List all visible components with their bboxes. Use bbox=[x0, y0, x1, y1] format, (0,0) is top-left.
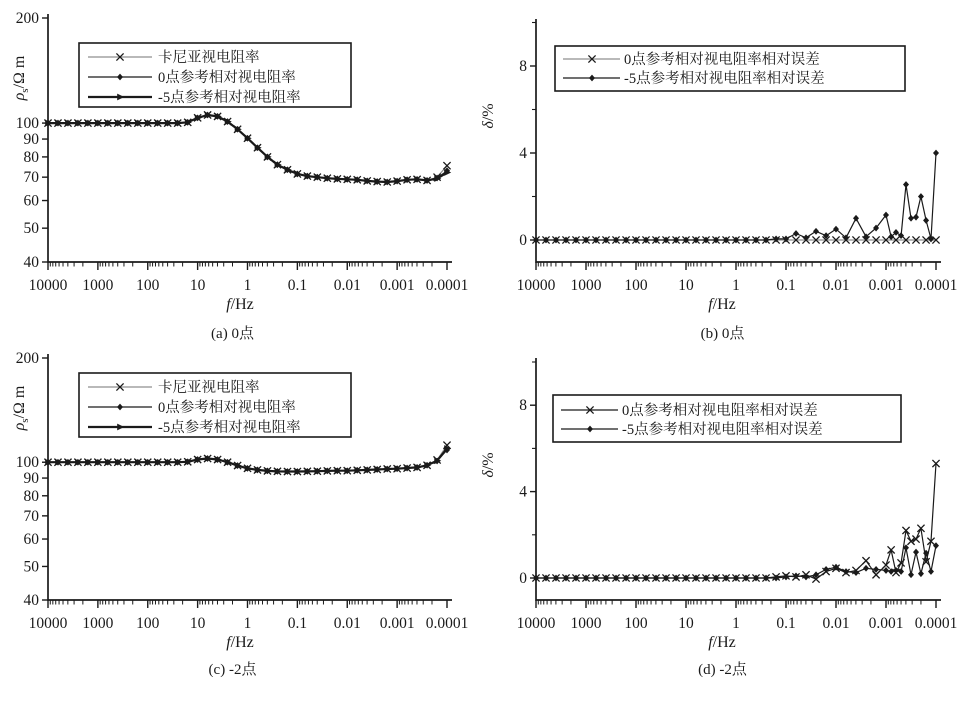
marker-diamond bbox=[813, 228, 819, 235]
marker-diamond bbox=[853, 569, 859, 576]
x-tick-label: 0.1 bbox=[287, 615, 308, 632]
marker-diamond bbox=[913, 549, 919, 556]
x-tick-label: 0.001 bbox=[868, 615, 904, 632]
y-axis-title-c-symbol: ρ bbox=[11, 422, 28, 431]
x-tick-label: 1000 bbox=[570, 277, 602, 294]
legend-label: 0点参考相对视电阻率相对误差 bbox=[622, 403, 818, 419]
caption-panel-b: (b) 0点 bbox=[700, 326, 745, 342]
caption-panel-a: (a) 0点 bbox=[211, 326, 254, 342]
series-line-1 bbox=[536, 546, 936, 578]
x-axis-title-c-unit: /Hz bbox=[230, 634, 254, 651]
y-tick-label: 60 bbox=[23, 192, 39, 210]
x-tick-label: 0.1 bbox=[287, 277, 308, 294]
y-axis-title-b bbox=[480, 93, 498, 139]
x-tick-label: 0.0001 bbox=[425, 277, 469, 294]
y-tick-label: 70 bbox=[23, 507, 39, 525]
x-tick-label: 1000 bbox=[570, 615, 602, 632]
y-tick-label: 90 bbox=[23, 131, 39, 149]
marker-diamond bbox=[883, 567, 889, 574]
marker-x bbox=[862, 557, 869, 564]
legend-label: -5点参考相对视电阻率 bbox=[158, 420, 301, 436]
marker-diamond bbox=[803, 574, 809, 581]
x-tick-label: 1 bbox=[243, 277, 252, 294]
x-tick-label: 1 bbox=[732, 277, 740, 294]
x-axis-title-b bbox=[682, 296, 762, 314]
x-tick-label: 0.1 bbox=[776, 615, 796, 632]
y-tick-label: 0 bbox=[519, 570, 527, 587]
y-tick-label: 100 bbox=[15, 115, 39, 133]
y-tick-label: 50 bbox=[23, 558, 39, 576]
series-markers-0 bbox=[532, 460, 939, 583]
x-tick-label: 0.01 bbox=[822, 615, 850, 632]
series-line-0 bbox=[536, 464, 936, 580]
x-axis-title-a-unit: /Hz bbox=[230, 296, 254, 313]
y-tick-label: 80 bbox=[23, 148, 39, 166]
y-axis-title-d-unit: /% bbox=[480, 452, 497, 471]
y-tick-label: 8 bbox=[519, 397, 527, 415]
x-axis-title-a bbox=[200, 296, 280, 314]
y-tick-label: 8 bbox=[519, 58, 527, 75]
x-tick-label: 10 bbox=[189, 277, 206, 294]
marker-diamond bbox=[933, 150, 939, 157]
y-axis-title-b-unit: /% bbox=[480, 103, 497, 122]
series-markers-1 bbox=[533, 150, 939, 244]
legend-b bbox=[555, 46, 905, 91]
legend-label: -5点参考相对视电阻率相对误差 bbox=[624, 71, 825, 87]
marker-diamond bbox=[933, 542, 939, 549]
y-tick-label: 4 bbox=[519, 145, 527, 162]
y-tick-label: 70 bbox=[23, 169, 39, 187]
marker-diamond bbox=[853, 215, 859, 222]
x-tick-label: 100 bbox=[136, 615, 160, 632]
legend-a bbox=[79, 43, 351, 107]
marker-diamond bbox=[918, 193, 924, 200]
y-axis-title-a-sub: s bbox=[19, 88, 32, 93]
marker-diamond bbox=[913, 214, 919, 221]
marker-diamond bbox=[908, 571, 914, 578]
y-tick-label: 4 bbox=[519, 483, 527, 501]
chart-panel-c bbox=[16, 350, 469, 632]
x-axis-title-b-var: f bbox=[708, 296, 713, 313]
x-tick-label: 100 bbox=[624, 277, 648, 294]
legend-label: 卡尼亚视电阻率 bbox=[158, 50, 260, 66]
legend-label: -5点参考相对视电阻率 bbox=[158, 90, 301, 106]
x-tick-label: 1 bbox=[732, 615, 740, 632]
marker-diamond bbox=[903, 181, 909, 188]
x-tick-label: 10000 bbox=[28, 277, 68, 294]
x-axis-title-b-unit: /Hz bbox=[712, 296, 736, 313]
y-axis-title-a bbox=[11, 33, 31, 123]
y-tick-label: 200 bbox=[15, 350, 39, 367]
marker-diamond bbox=[793, 230, 799, 237]
legend-label: 0点参考相对视电阻率相对误差 bbox=[624, 52, 820, 68]
series-markers-2 bbox=[45, 112, 451, 186]
x-tick-label: 1000 bbox=[82, 615, 114, 632]
x-axis-title-c bbox=[200, 634, 280, 652]
x-tick-label: 10 bbox=[189, 615, 206, 632]
legend-label: 0点参考相对视电阻率 bbox=[158, 70, 296, 86]
y-tick-label: 100 bbox=[15, 454, 39, 472]
y-axis-title-c-sub: s bbox=[19, 418, 32, 423]
x-tick-label: 0.0001 bbox=[914, 615, 958, 632]
marker-diamond bbox=[918, 570, 924, 577]
chart-panel-a bbox=[16, 10, 469, 294]
legend-label: -5点参考相对视电阻率相对误差 bbox=[622, 422, 823, 438]
y-tick-label: 60 bbox=[23, 531, 39, 549]
x-tick-label: 0.001 bbox=[379, 615, 415, 632]
y-axis-title-c-unit: /Ω m bbox=[11, 385, 28, 419]
x-tick-label: 100 bbox=[136, 277, 160, 294]
chart-panel-d bbox=[517, 358, 958, 632]
y-tick-label: 200 bbox=[15, 10, 39, 27]
x-tick-label: 10 bbox=[678, 277, 694, 294]
x-tick-label: 0.001 bbox=[868, 277, 904, 294]
x-tick-label: 0.01 bbox=[333, 277, 361, 294]
marker-diamond bbox=[928, 568, 934, 575]
y-axis-title-a-unit: /Ω m bbox=[11, 55, 28, 89]
x-axis-title-c-var: f bbox=[226, 634, 231, 651]
x-tick-label: 0.0001 bbox=[425, 615, 469, 632]
y-tick-label: 90 bbox=[23, 470, 39, 488]
legend-label: 卡尼亚视电阻率 bbox=[158, 380, 260, 396]
y-tick-label: 50 bbox=[23, 220, 39, 238]
marker-diamond bbox=[908, 215, 914, 222]
marker-diamond bbox=[823, 566, 829, 573]
y-tick-label: 80 bbox=[23, 487, 39, 505]
marker-diamond bbox=[863, 565, 869, 572]
x-axis-title-d-unit: /Hz bbox=[712, 634, 736, 651]
x-tick-label: 10000 bbox=[28, 615, 68, 632]
y-axis-title-d-symbol: δ bbox=[480, 470, 497, 478]
y-axis-title-c bbox=[11, 363, 31, 453]
y-tick-label: 0 bbox=[519, 232, 527, 249]
y-tick-label: 40 bbox=[23, 592, 39, 609]
marker-diamond bbox=[923, 217, 929, 224]
x-tick-label: 1 bbox=[243, 615, 252, 632]
x-tick-label: 0.1 bbox=[776, 277, 796, 294]
legend-c bbox=[79, 373, 351, 437]
x-axis-title-a-var: f bbox=[226, 296, 231, 313]
x-tick-label: 0.0001 bbox=[914, 277, 958, 294]
legend-d bbox=[553, 395, 901, 442]
x-tick-label: 0.001 bbox=[379, 277, 415, 294]
x-axis-title-d bbox=[682, 634, 762, 652]
legend-label: 0点参考相对视电阻率 bbox=[158, 400, 296, 416]
x-tick-label: 0.01 bbox=[822, 277, 850, 294]
x-axis-title-d-var: f bbox=[708, 634, 713, 651]
chart-panel-b bbox=[517, 19, 958, 294]
y-axis-title-d bbox=[480, 442, 498, 488]
x-tick-label: 100 bbox=[624, 615, 648, 632]
caption-panel-d: (d) -2点 bbox=[698, 662, 747, 678]
x-tick-label: 10000 bbox=[516, 277, 556, 294]
x-tick-label: 10000 bbox=[516, 615, 556, 632]
y-axis-title-a-symbol: ρ bbox=[11, 92, 28, 101]
x-tick-label: 10 bbox=[678, 615, 694, 632]
x-tick-label: 0.01 bbox=[333, 615, 361, 632]
y-tick-label: 40 bbox=[23, 254, 39, 271]
caption-panel-c: (c) -2点 bbox=[208, 662, 257, 678]
x-tick-label: 1000 bbox=[82, 277, 114, 294]
y-axis-title-b-symbol: δ bbox=[480, 121, 497, 129]
